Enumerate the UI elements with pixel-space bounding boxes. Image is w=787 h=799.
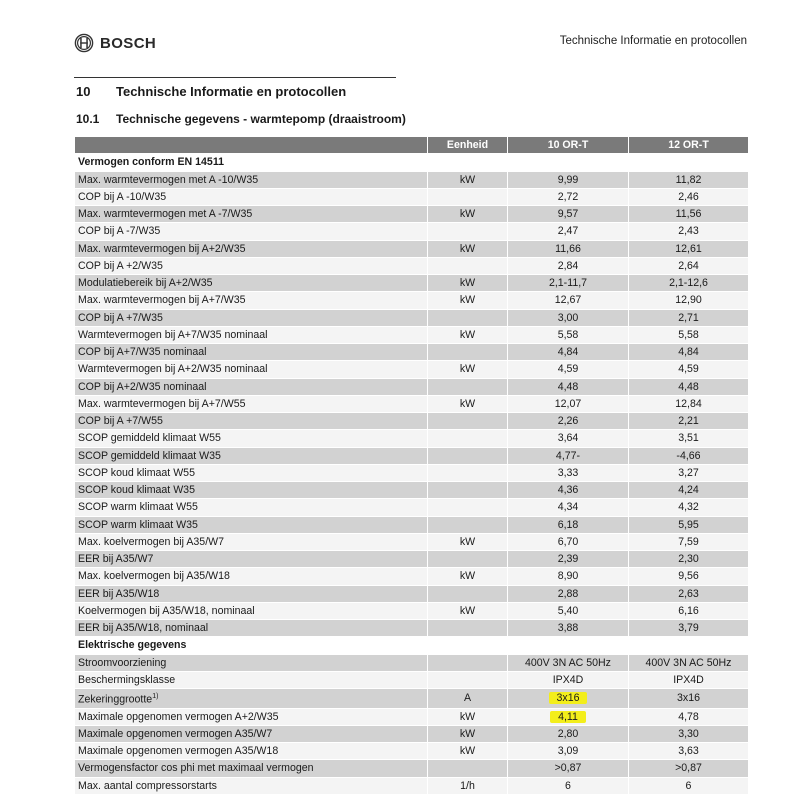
row-value-12: 2,30 (629, 551, 749, 568)
section-label: Vermogen conform EN 14511 (75, 154, 428, 171)
row-label-text: COP bij A+2/W35 nominaal (78, 380, 207, 393)
table-section-row (75, 154, 749, 171)
table-row (75, 413, 749, 430)
row-value-12: 3,79 (629, 620, 749, 637)
section-number: 10 (76, 84, 91, 99)
row-value-10 (508, 708, 629, 725)
row-value-10: 4,84 (508, 344, 629, 361)
row-value-12: 2,71 (629, 309, 749, 326)
row-label-text: Warmtevermogen bij A+7/W35 nominaal (78, 328, 268, 341)
table-row (75, 464, 749, 481)
row-label (75, 206, 428, 223)
row-label (75, 430, 428, 447)
row-unit (428, 188, 508, 205)
row-unit (428, 447, 508, 464)
section-label: Elektrische gegevens (75, 637, 428, 654)
row-unit: kW (428, 568, 508, 585)
row-value-10: 2,47 (508, 223, 629, 240)
row-label (75, 188, 428, 205)
section-heading (76, 84, 346, 99)
row-unit: kW (428, 533, 508, 550)
row-unit (428, 430, 508, 447)
table-row (75, 568, 749, 585)
row-label (75, 708, 428, 725)
row-unit: kW (428, 275, 508, 292)
row-unit: kW (428, 240, 508, 257)
row-value-10: 6,70 (508, 533, 629, 550)
subsection-title: Technische gegevens - warmtepomp (draaistroom) (116, 112, 406, 126)
row-label (75, 223, 428, 240)
table-row (75, 240, 749, 257)
table-row (75, 482, 749, 499)
row-value-12: 400V 3N AC 50Hz (629, 654, 749, 671)
row-value-10: 2,39 (508, 551, 629, 568)
row-unit: A (428, 689, 508, 709)
row-label-text: Stroomvoorziening (78, 656, 167, 669)
table-row (75, 585, 749, 602)
row-unit: 1/h (428, 777, 508, 794)
row-unit (428, 223, 508, 240)
row-unit (428, 378, 508, 395)
row-label (75, 533, 428, 550)
row-label (75, 499, 428, 516)
row-unit: kW (428, 743, 508, 760)
row-unit (428, 760, 508, 777)
row-label-text: COP bij A -7/W35 (78, 225, 161, 238)
row-label-text: Maximale opgenomen vermogen A+2/W35 (78, 710, 279, 723)
section-empty-cell (508, 637, 629, 654)
row-label-text: Modulatiebereik bij A+2/W35 (78, 277, 213, 290)
row-unit (428, 620, 508, 637)
row-value-12: 4,48 (629, 378, 749, 395)
row-unit: kW (428, 395, 508, 412)
row-value-12: 11,56 (629, 206, 749, 223)
row-label (75, 326, 428, 343)
table-row (75, 206, 749, 223)
row-value-12: -4,66 (629, 447, 749, 464)
row-value-10: 5,40 (508, 602, 629, 619)
row-value-10: 6 (508, 777, 629, 794)
row-unit (428, 516, 508, 533)
row-value-10: 9,57 (508, 206, 629, 223)
row-label (75, 447, 428, 464)
table-row (75, 430, 749, 447)
table-row (75, 689, 749, 709)
row-value-10: 2,80 (508, 725, 629, 742)
row-label-text: SCOP gemiddeld klimaat W55 (78, 432, 221, 445)
row-unit (428, 585, 508, 602)
row-label-text: COP bij A +2/W35 (78, 259, 163, 272)
row-unit (428, 413, 508, 430)
row-value-12: 6,16 (629, 602, 749, 619)
row-label (75, 171, 428, 188)
table-row (75, 447, 749, 464)
row-label (75, 568, 428, 585)
row-value-12: 4,32 (629, 499, 749, 516)
row-label-text: Max. koelvermogen bij A35/W18 (78, 570, 230, 583)
row-label (75, 689, 428, 709)
highlighted-value: 4,11 (550, 711, 586, 723)
row-value-10: 3,09 (508, 743, 629, 760)
row-unit: kW (428, 602, 508, 619)
row-label-text: Maximale opgenomen vermogen A35/W18 (78, 745, 279, 758)
row-label-text: SCOP koud klimaat W35 (78, 484, 195, 497)
table-row (75, 760, 749, 777)
row-value-10: 2,26 (508, 413, 629, 430)
table-row (75, 361, 749, 378)
row-value-12: 11,82 (629, 171, 749, 188)
row-unit: kW (428, 206, 508, 223)
row-label (75, 309, 428, 326)
row-value-12: 2,46 (629, 188, 749, 205)
row-label-text: SCOP koud klimaat W55 (78, 466, 195, 479)
row-label (75, 516, 428, 533)
row-label-text: COP bij A+7/W35 nominaal (78, 346, 207, 359)
row-value-12: 4,84 (629, 344, 749, 361)
row-label-text: Max. warmtevermogen met A -10/W35 (78, 173, 259, 186)
row-value-12: 6 (629, 777, 749, 794)
row-value-10: IPX4D (508, 671, 629, 688)
table-row (75, 395, 749, 412)
row-label-text: EER bij A35/W7 (78, 553, 154, 566)
row-value-10: 2,1-11,7 (508, 275, 629, 292)
table-row (75, 292, 749, 309)
row-value-10: 3,64 (508, 430, 629, 447)
row-label-text: Max. warmtevermogen bij A+7/W35 (78, 294, 246, 307)
row-label-text: EER bij A35/W18, nominaal (78, 622, 209, 635)
table-row (75, 725, 749, 742)
table-section-row (75, 637, 749, 654)
table-row (75, 533, 749, 550)
section-title: Technische Informatie en protocollen (116, 84, 347, 99)
spec-table (74, 136, 749, 795)
section-empty-cell (629, 154, 749, 171)
row-unit (428, 654, 508, 671)
row-value-10 (508, 689, 629, 709)
row-value-10: 5,58 (508, 326, 629, 343)
row-label (75, 275, 428, 292)
header-model-10: 10 OR-T (508, 137, 629, 154)
row-label-text: Max. warmtevermogen met A -7/W35 (78, 208, 253, 221)
row-label (75, 760, 428, 777)
row-label (75, 257, 428, 274)
row-label (75, 602, 428, 619)
running-header: Technische Informatie en protocollen (559, 35, 747, 47)
row-value-10: 400V 3N AC 50Hz (508, 654, 629, 671)
row-value-10: 6,18 (508, 516, 629, 533)
row-value-12: 2,21 (629, 413, 749, 430)
row-value-12: 5,95 (629, 516, 749, 533)
row-unit: kW (428, 361, 508, 378)
row-label-text: EER bij A35/W18 (78, 587, 160, 600)
row-label (75, 361, 428, 378)
row-label-text: Beschermingsklasse (78, 673, 176, 686)
row-value-10: 8,90 (508, 568, 629, 585)
row-unit: kW (428, 292, 508, 309)
row-value-12: 2,63 (629, 585, 749, 602)
row-value-10: 2,84 (508, 257, 629, 274)
subsection-heading (76, 112, 406, 126)
table-row (75, 708, 749, 725)
row-label-text: COP bij A +7/W55 (78, 415, 163, 428)
table-row (75, 743, 749, 760)
table-row (75, 777, 749, 794)
row-value-12: 2,64 (629, 257, 749, 274)
row-value-10: 12,67 (508, 292, 629, 309)
table-row (75, 516, 749, 533)
table-row (75, 188, 749, 205)
table-row (75, 654, 749, 671)
row-value-10: 2,88 (508, 585, 629, 602)
table-row (75, 275, 749, 292)
table-row (75, 309, 749, 326)
bosch-logo (74, 33, 156, 53)
row-label (75, 585, 428, 602)
bosch-armature-icon (74, 33, 94, 53)
header-model-12: 12 OR-T (629, 137, 749, 154)
brand-name: BOSCH (100, 34, 157, 52)
section-rule (74, 77, 396, 78)
row-label-text: SCOP gemiddeld klimaat W35 (78, 449, 221, 462)
row-value-12: 2,1-12,6 (629, 275, 749, 292)
row-value-12: 9,56 (629, 568, 749, 585)
row-value-10: 2,72 (508, 188, 629, 205)
row-label (75, 378, 428, 395)
table-row (75, 620, 749, 637)
row-value-10: >0,87 (508, 760, 629, 777)
row-label (75, 743, 428, 760)
section-empty-cell (508, 154, 629, 171)
row-unit (428, 464, 508, 481)
row-label-text: Vermogensfactor cos phi met maximaal vermogen (78, 762, 314, 775)
row-label (75, 725, 428, 742)
table-row (75, 499, 749, 516)
row-label (75, 551, 428, 568)
table-row (75, 551, 749, 568)
section-empty-cell (629, 637, 749, 654)
table-row (75, 344, 749, 361)
row-value-12: 4,78 (629, 708, 749, 725)
row-value-10: 3,33 (508, 464, 629, 481)
row-unit: kW (428, 708, 508, 725)
table-body (75, 154, 749, 795)
row-value-10: 4,48 (508, 378, 629, 395)
row-value-12: 12,84 (629, 395, 749, 412)
row-unit (428, 257, 508, 274)
row-unit (428, 671, 508, 688)
row-label-text: SCOP warm klimaat W55 (78, 501, 198, 514)
row-label-text: SCOP warm klimaat W35 (78, 518, 198, 531)
row-value-12: IPX4D (629, 671, 749, 688)
row-label (75, 654, 428, 671)
row-unit (428, 344, 508, 361)
row-value-10: 11,66 (508, 240, 629, 257)
row-label (75, 620, 428, 637)
row-value-10: 4,59 (508, 361, 629, 378)
row-value-10: 3,88 (508, 620, 629, 637)
row-label (75, 240, 428, 257)
footnote-marker: 1) (152, 693, 159, 700)
row-value-10: 9,99 (508, 171, 629, 188)
row-label (75, 671, 428, 688)
row-label (75, 292, 428, 309)
row-value-10: 4,36 (508, 482, 629, 499)
table-row (75, 223, 749, 240)
row-label (75, 482, 428, 499)
row-value-10: 4,77- (508, 447, 629, 464)
table-row (75, 171, 749, 188)
row-unit (428, 309, 508, 326)
row-unit (428, 499, 508, 516)
table-row (75, 671, 749, 688)
row-label-text: Max. warmtevermogen bij A+2/W35 (78, 242, 246, 255)
subsection-number: 10.1 (76, 112, 100, 126)
row-value-12: 3,27 (629, 464, 749, 481)
row-label (75, 344, 428, 361)
row-value-12: 2,43 (629, 223, 749, 240)
row-unit: kW (428, 326, 508, 343)
row-label (75, 413, 428, 430)
row-label-text: Maximale opgenomen vermogen A35/W7 (78, 727, 273, 740)
row-value-12: 12,61 (629, 240, 749, 257)
table-row (75, 257, 749, 274)
row-label-text: Koelvermogen bij A35/W18, nominaal (78, 604, 255, 617)
row-label-text: Max. aantal compressorstarts (78, 779, 217, 792)
table-row (75, 326, 749, 343)
row-label-text: Zekeringgrootte (78, 693, 153, 706)
row-value-12: >0,87 (629, 760, 749, 777)
row-value-10: 12,07 (508, 395, 629, 412)
row-label (75, 395, 428, 412)
row-value-12: 12,90 (629, 292, 749, 309)
row-unit: kW (428, 725, 508, 742)
row-value-12: 4,59 (629, 361, 749, 378)
row-value-10: 4,34 (508, 499, 629, 516)
table-row (75, 602, 749, 619)
header-blank (75, 137, 428, 154)
section-empty-cell (428, 154, 508, 171)
row-label-text: Warmtevermogen bij A+2/W35 nominaal (78, 363, 268, 376)
row-value-12: 4,24 (629, 482, 749, 499)
row-label-text: Max. warmtevermogen bij A+7/W55 (78, 397, 246, 410)
row-value-12: 7,59 (629, 533, 749, 550)
row-value-12: 5,58 (629, 326, 749, 343)
row-label-text: COP bij A +7/W35 (78, 311, 163, 324)
row-value-10: 3,00 (508, 309, 629, 326)
row-unit (428, 482, 508, 499)
row-label (75, 464, 428, 481)
row-unit: kW (428, 171, 508, 188)
row-value-12: 3,30 (629, 725, 749, 742)
row-value-12: 3x16 (629, 689, 749, 709)
row-unit (428, 551, 508, 568)
row-value-12: 3,63 (629, 743, 749, 760)
highlighted-value: 3x16 (549, 692, 588, 704)
section-empty-cell (428, 637, 508, 654)
row-label (75, 777, 428, 794)
table-header-row (75, 137, 749, 154)
table-row (75, 378, 749, 395)
row-label-text: COP bij A -10/W35 (78, 190, 167, 203)
row-value-12: 3,51 (629, 430, 749, 447)
header-unit: Eenheid (428, 137, 508, 154)
row-label-text: Max. koelvermogen bij A35/W7 (78, 535, 225, 548)
